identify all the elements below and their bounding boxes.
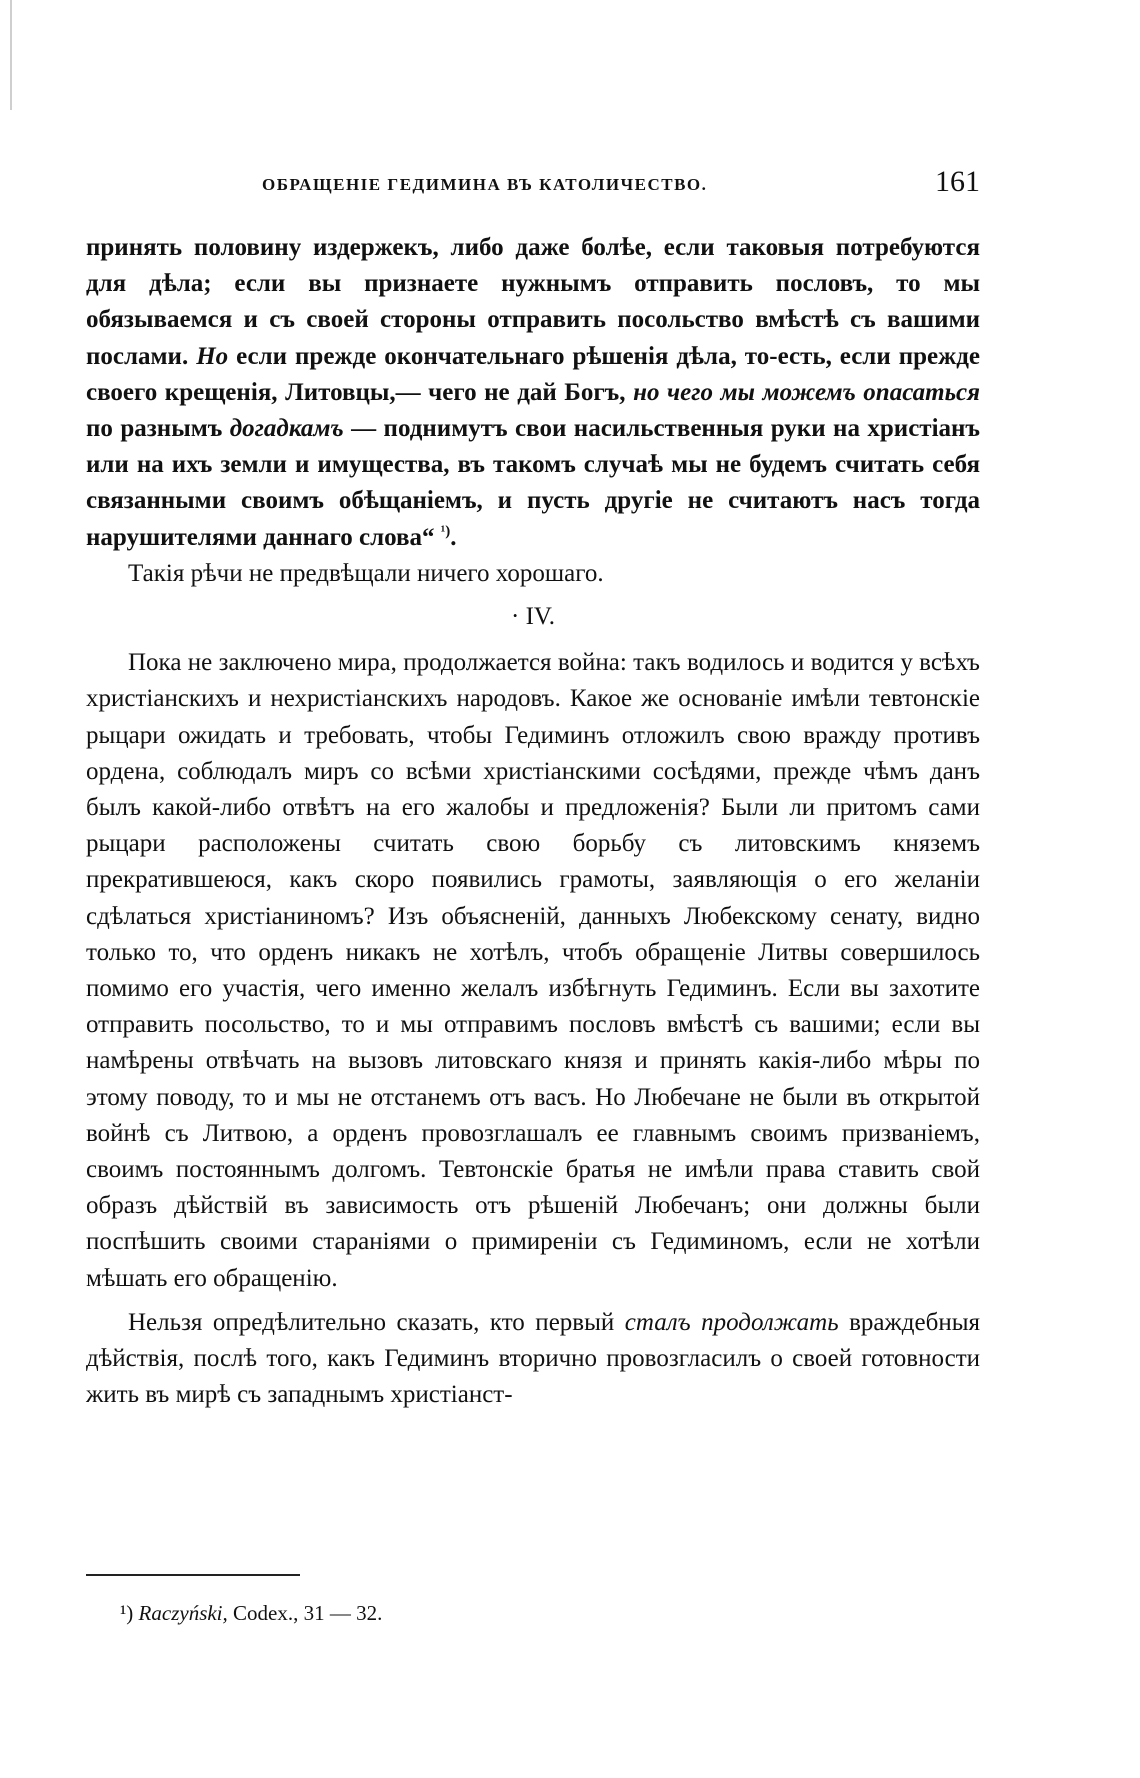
paragraph: Нельзя опредѣлительно сказать, кто первый сталъ продолжать враждебныя дѣйствія, послѣ того, какъ Гедиминъ вторично провозгласилъ о своей готовности жить въ мирѣ съ западнымъ христіанст- bbox=[86, 1308, 980, 1409]
footnote-author: Raczyński, bbox=[138, 1601, 228, 1625]
page-header bbox=[86, 165, 980, 205]
running-head: ОБРАЩЕНІЕ ГЕДИМИНА ВЪ КАТОЛИЧЕСТВО. bbox=[262, 175, 708, 194]
paragraph: Пока не заключено мира, продолжается война: такъ водилось и водится у всѣхъ христіанскихъ и нехристіанскихъ народовъ. Какое же основаніе имѣли тевтонскіе рыцари ожидать и требовать, чтобы Гедиминъ отложилъ свою вражду противъ ордена, соблюдалъ миръ со всѣми христіанскими сосѣдями, прежде чѣмъ данъ былъ какой-либо отвѣтъ на его жалобы и предложенія? Были ли притомъ сами рыцари расположены считать свою борьбу съ литовскимъ княземъ прекратившеюся, какъ скоро появились грамоты, заявляющія о его желаніи сдѣлаться христіаниномъ? Изъ объясненій, данныхъ Любекскому сенату, видно только то, что орденъ никакъ не хотѣлъ, чтобъ обращеніе Литвы совершилось помимо его участія, чего именно желалъ избѣгнуть Гедиминъ. Если вы захотите отправить посольство, то и мы отправимъ пословъ вмѣстѣ съ вашими; если вы намѣрены отвѣчать на вызовъ литовскаго князя и принять какія-либо мѣры по этому поводу, то и мы не отстанемъ отъ васъ. Но Любечане не были въ открытой войнѣ съ Литвою, а орденъ провозглашалъ ее главнымъ своимъ призваніемъ, своимъ постояннымъ долгомъ. Тевтонскіе братья не имѣли права ставить свой образъ дѣйствій въ зависимость отъ рѣшеній Любечанъ; они должны были поспѣшить своими стараніями о примиреніи съ Гедиминомъ, если не хотѣли мѣшать его обращенію. bbox=[86, 649, 980, 1292]
italic-phrase: сталъ продолжать bbox=[624, 1308, 839, 1336]
page-body bbox=[86, 230, 980, 1414]
scan-edge-line bbox=[10, 0, 12, 110]
section-heading: · IV. bbox=[511, 603, 555, 631]
footnote-rule bbox=[86, 1574, 300, 1576]
footnote bbox=[120, 1601, 382, 1626]
footnote-reference: ¹) bbox=[440, 523, 451, 540]
italic-phrase: но чего мы можемъ опасаться bbox=[633, 378, 981, 406]
continued-paragraph: принять половину издержекъ, либо даже болѣе, если таковыя потребуются для дѣла; если вы признаете нужнымъ отправить пословъ, то мы обязываемся и съ своей стороны отправить посольство вмѣстѣ съ вашими послами. Но если прежде окончательнаго рѣшенія дѣла, то-есть, если прежде своего крещенія, Литовцы,— чего не дай Богъ, но чего мы можемъ опасаться по разнымъ догадкамъ — поднимутъ свои насильственныя руки на христіанъ или на ихъ земли и имущества, въ такомъ случаѣ мы не будемъ считать себя связанными своимъ обѣщаніемъ, и пусть другіе не считаютъ насъ тогда нарушителями даннаго слова“ $^{^1)}$. bbox=[86, 234, 981, 551]
footnote-marker: ¹) bbox=[120, 1601, 134, 1625]
page-number: 161 bbox=[935, 165, 980, 198]
footnote-reference-text: Codex., 31 — 32. bbox=[227, 1601, 383, 1625]
italic-phrase: Но bbox=[196, 342, 229, 370]
closing-line: Такія рѣчи не предвѣщали ничего хорошаго. bbox=[128, 559, 604, 587]
italic-phrase: догадкамъ bbox=[229, 415, 344, 443]
